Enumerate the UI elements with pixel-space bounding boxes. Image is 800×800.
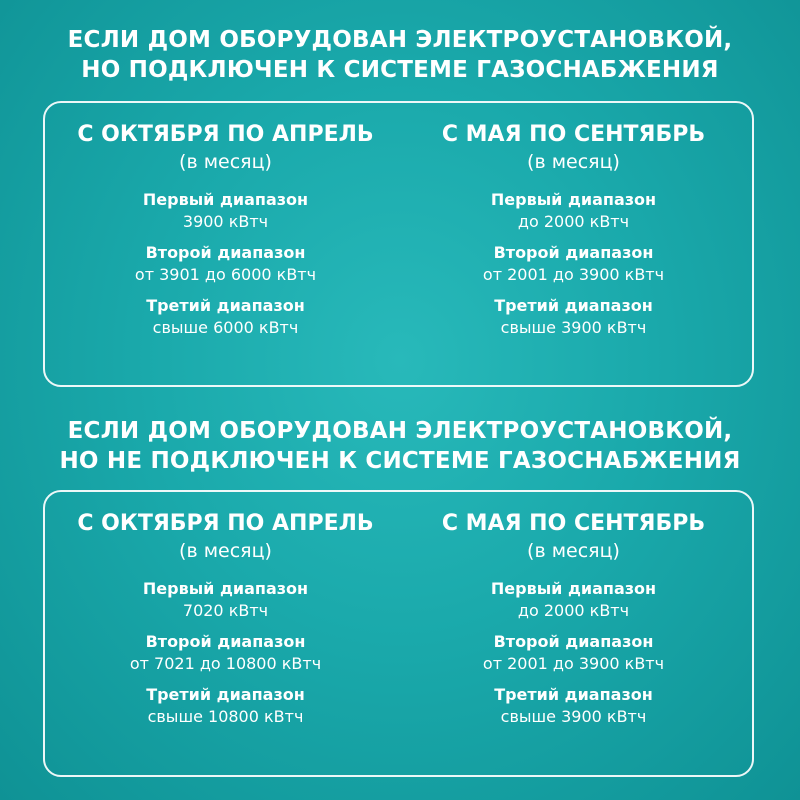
range-second [401,631,746,675]
range-third [401,295,746,339]
range-value: свыше 3900 кВтч [500,318,647,337]
range-second [401,242,746,286]
range-value: до 2000 кВтч [517,212,630,231]
range-third [53,295,398,339]
range-first [53,578,398,622]
period-title: С МАЯ ПО СЕНТЯБРЬ [441,511,706,536]
section-heading-gas-not-connected [0,416,800,476]
range-value: 7020 кВтч [182,601,269,620]
range-first [53,189,398,233]
range-third [401,684,746,728]
heading-line-1: ЕСЛИ ДОМ ОБОРУДОВАН ЭЛЕКТРОУСТАНОВКОЙ, [67,418,733,444]
period-title: С ОКТЯБРЯ ПО АПРЕЛЬ [77,511,374,536]
range-value: свыше 10800 кВтч [147,707,304,726]
heading-line-2: НО НЕ ПОДКЛЮЧЕН К СИСТЕМЕ ГАЗОСНАБЖЕНИЯ [59,448,741,474]
column-may-september [401,510,746,737]
tariff-card-gas-connected [43,101,754,387]
range-name: Первый диапазон [142,190,309,209]
range-value: от 7021 до 10800 кВтч [129,654,322,673]
section-heading-gas-connected [0,25,800,85]
column-october-april [53,510,398,737]
period-unit: (в месяц) [527,540,620,562]
period-unit: (в месяц) [527,151,620,173]
range-first [401,189,746,233]
column-october-april [53,121,398,348]
period-unit: (в месяц) [179,151,272,173]
range-name: Второй диапазон [145,632,306,651]
range-name: Второй диапазон [145,243,306,262]
range-value: от 2001 до 3900 кВтч [482,265,665,284]
range-first [401,578,746,622]
range-second [53,631,398,675]
range-name: Третий диапазон [494,685,653,704]
range-name: Первый диапазон [490,190,657,209]
range-value: от 2001 до 3900 кВтч [482,654,665,673]
range-value: свыше 6000 кВтч [152,318,299,337]
range-value: до 2000 кВтч [517,601,630,620]
range-second [53,242,398,286]
range-name: Третий диапазон [146,685,305,704]
period-title: С МАЯ ПО СЕНТЯБРЬ [441,122,706,147]
range-name: Второй диапазон [493,632,654,651]
range-value: от 3901 до 6000 кВтч [134,265,317,284]
range-name: Третий диапазон [494,296,653,315]
range-name: Первый диапазон [490,579,657,598]
range-name: Второй диапазон [493,243,654,262]
heading-line-2: НО ПОДКЛЮЧЕН К СИСТЕМЕ ГАЗОСНАБЖЕНИЯ [81,57,719,83]
range-value: свыше 3900 кВтч [500,707,647,726]
range-value: 3900 кВтч [182,212,269,231]
range-name: Первый диапазон [142,579,309,598]
period-unit: (в месяц) [179,540,272,562]
column-may-september [401,121,746,348]
range-name: Третий диапазон [146,296,305,315]
tariff-card-gas-not-connected [43,490,754,777]
range-third [53,684,398,728]
period-title: С ОКТЯБРЯ ПО АПРЕЛЬ [77,122,374,147]
heading-line-1: ЕСЛИ ДОМ ОБОРУДОВАН ЭЛЕКТРОУСТАНОВКОЙ, [67,27,733,53]
